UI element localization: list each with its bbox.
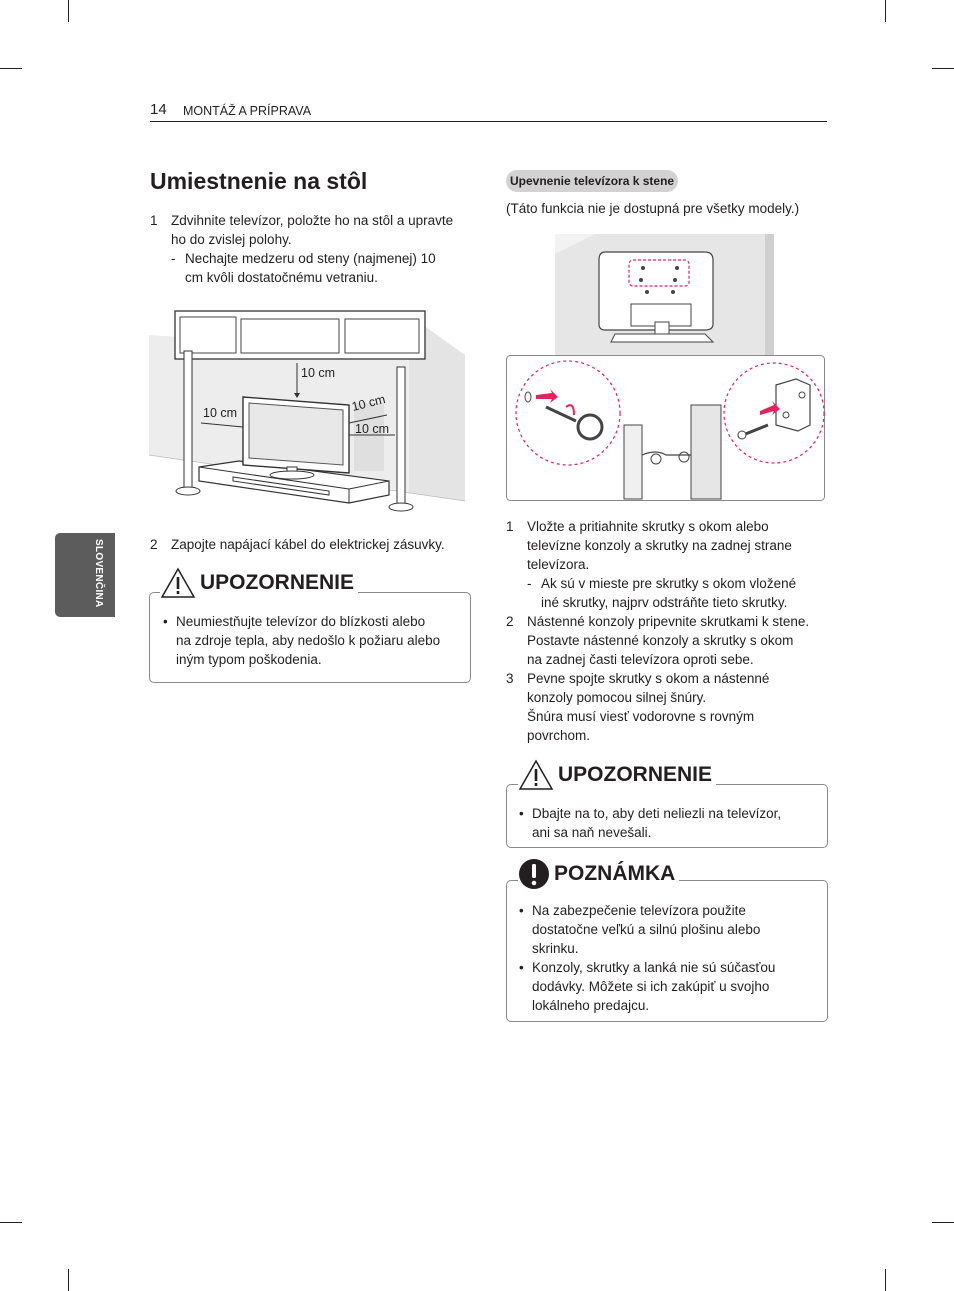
language-tab-label: SLOVENČINA <box>93 539 104 608</box>
mount-step-1 <box>506 517 836 615</box>
exclamation-icon <box>518 858 550 890</box>
bullet-line: • Neumiestňujte televízor do blízkosti alebo <box>176 614 426 629</box>
header-divider <box>150 121 827 122</box>
step-text-line: konzoly pomocou silnej šnúry. <box>527 690 707 705</box>
step-number: 2 <box>506 614 514 629</box>
note-heading-label: POZNÁMKA <box>554 862 676 885</box>
crop-mark <box>0 1222 22 1223</box>
page-number: 14 <box>150 101 167 118</box>
bullet-line: dodávky. Môžete si ich zakúpiť u svojho <box>532 979 770 994</box>
crop-mark <box>0 68 22 69</box>
step-2 <box>150 535 480 555</box>
caution-heading-label: UPOZORNENIE <box>558 763 713 786</box>
crop-mark <box>932 68 954 69</box>
gap-label-left: 10 cm <box>203 406 238 420</box>
bullet-line: lokálneho predajcu. <box>532 998 650 1013</box>
sub-text-line: Nechajte medzeru od steny (najmenej) 10 <box>185 251 436 266</box>
wall-mount-subheading: Upevnenie televízora k stene <box>506 170 678 192</box>
crop-mark <box>885 1269 886 1291</box>
step-number: 1 <box>150 213 158 228</box>
caution-heading-label: UPOZORNENIE <box>200 571 355 594</box>
caution-heading <box>518 759 716 791</box>
bullet-line: ani sa naň nevešali. <box>532 825 652 840</box>
note-bullets <box>519 901 819 1015</box>
mount-step-2 <box>506 612 836 672</box>
step-text-line: Vložte a pritiahnite skrutky s okom alebo <box>527 519 769 534</box>
caution-heading <box>160 567 358 599</box>
step-text-line: na zadnej časti televízora oproti sebe. <box>527 652 754 667</box>
step-1 <box>150 211 480 291</box>
step-text-line: televízora. <box>527 557 590 572</box>
crop-mark <box>68 1269 69 1291</box>
page-title: Umiestnenie na stôl <box>150 168 368 194</box>
wall-bracket-illustration <box>506 355 826 502</box>
language-tab <box>55 533 115 617</box>
bullet-item <box>519 804 819 842</box>
bullet-line: iným typom poškodenia. <box>176 652 322 667</box>
warning-icon <box>518 759 554 791</box>
sub-dash: - <box>527 576 532 591</box>
note-heading <box>518 858 679 890</box>
gap-label-top: 10 cm <box>301 366 336 380</box>
step-text-line: Šnúra musí viesť vodorovne s rovným <box>527 709 755 724</box>
sub-text-line: iné skrutky, najprv odstráňte tieto skrutky. <box>541 595 788 610</box>
step-text-line: Postavte nástenné konzoly a skrutky s okom <box>527 633 794 648</box>
bullet-line: • Dbajte na to, aby deti neliezli na televízor, <box>532 806 782 821</box>
tv-back-illustration <box>555 234 774 355</box>
sub-dash: - <box>171 251 176 266</box>
tv-placement-illustration <box>149 305 465 517</box>
bullet-item <box>519 958 819 1015</box>
bullet-line: • Konzoly, skrutky a lanká nie sú súčasťou <box>532 960 776 975</box>
step-text-line: povrchom. <box>527 728 591 743</box>
warning-icon <box>160 567 196 599</box>
caution-bullets <box>163 612 463 669</box>
step-text-line: Zdvihnite televízor, položte ho na stôl a upravte <box>171 213 454 228</box>
crop-mark <box>885 0 886 22</box>
step-number: 2 <box>150 537 158 552</box>
step-text-line: ho do zvislej polohy. <box>171 232 292 247</box>
caution-bullets <box>519 804 819 842</box>
mount-step-3 <box>506 669 836 749</box>
crop-mark <box>932 1222 954 1223</box>
crop-mark <box>68 0 69 22</box>
gap-label-right-upper: 10 cm <box>350 392 387 414</box>
bullet-line: na zdroje tepla, aby nedošlo k požiaru alebo <box>176 633 441 648</box>
step-text-line: televízne konzoly a skrutky na zadnej strane <box>527 538 792 553</box>
bullet-item <box>163 612 463 669</box>
availability-note: (Táto funkcia nie je dostupná pre všetky modely.) <box>506 201 800 216</box>
step-text-line: Pevne spojte skrutky s okom a nástenné <box>527 671 770 686</box>
sub-text-line: Ak sú v mieste pre skrutky s okom vložené <box>541 576 797 591</box>
step-text-line: Nástenné konzoly pripevnite skrutkami k stene. <box>527 614 810 629</box>
step-number: 3 <box>506 671 514 686</box>
section-title: MONTÁŽ A PRÍPRAVA <box>183 104 312 118</box>
bullet-line: dostatočne veľkú a silnú plošinu alebo <box>532 922 761 937</box>
step-text: Zapojte napájací kábel do elektrickej zásuvky. <box>171 537 445 552</box>
bullet-line: skrinku. <box>532 941 579 956</box>
step-number: 1 <box>506 519 514 534</box>
bullet-line: • Na zabezpečenie televízora použite <box>532 903 746 918</box>
bullet-item <box>519 901 819 958</box>
sub-text-line: cm kvôli dostatočnému vetraniu. <box>185 270 378 285</box>
gap-label-right-lower: 10 cm <box>355 422 390 436</box>
